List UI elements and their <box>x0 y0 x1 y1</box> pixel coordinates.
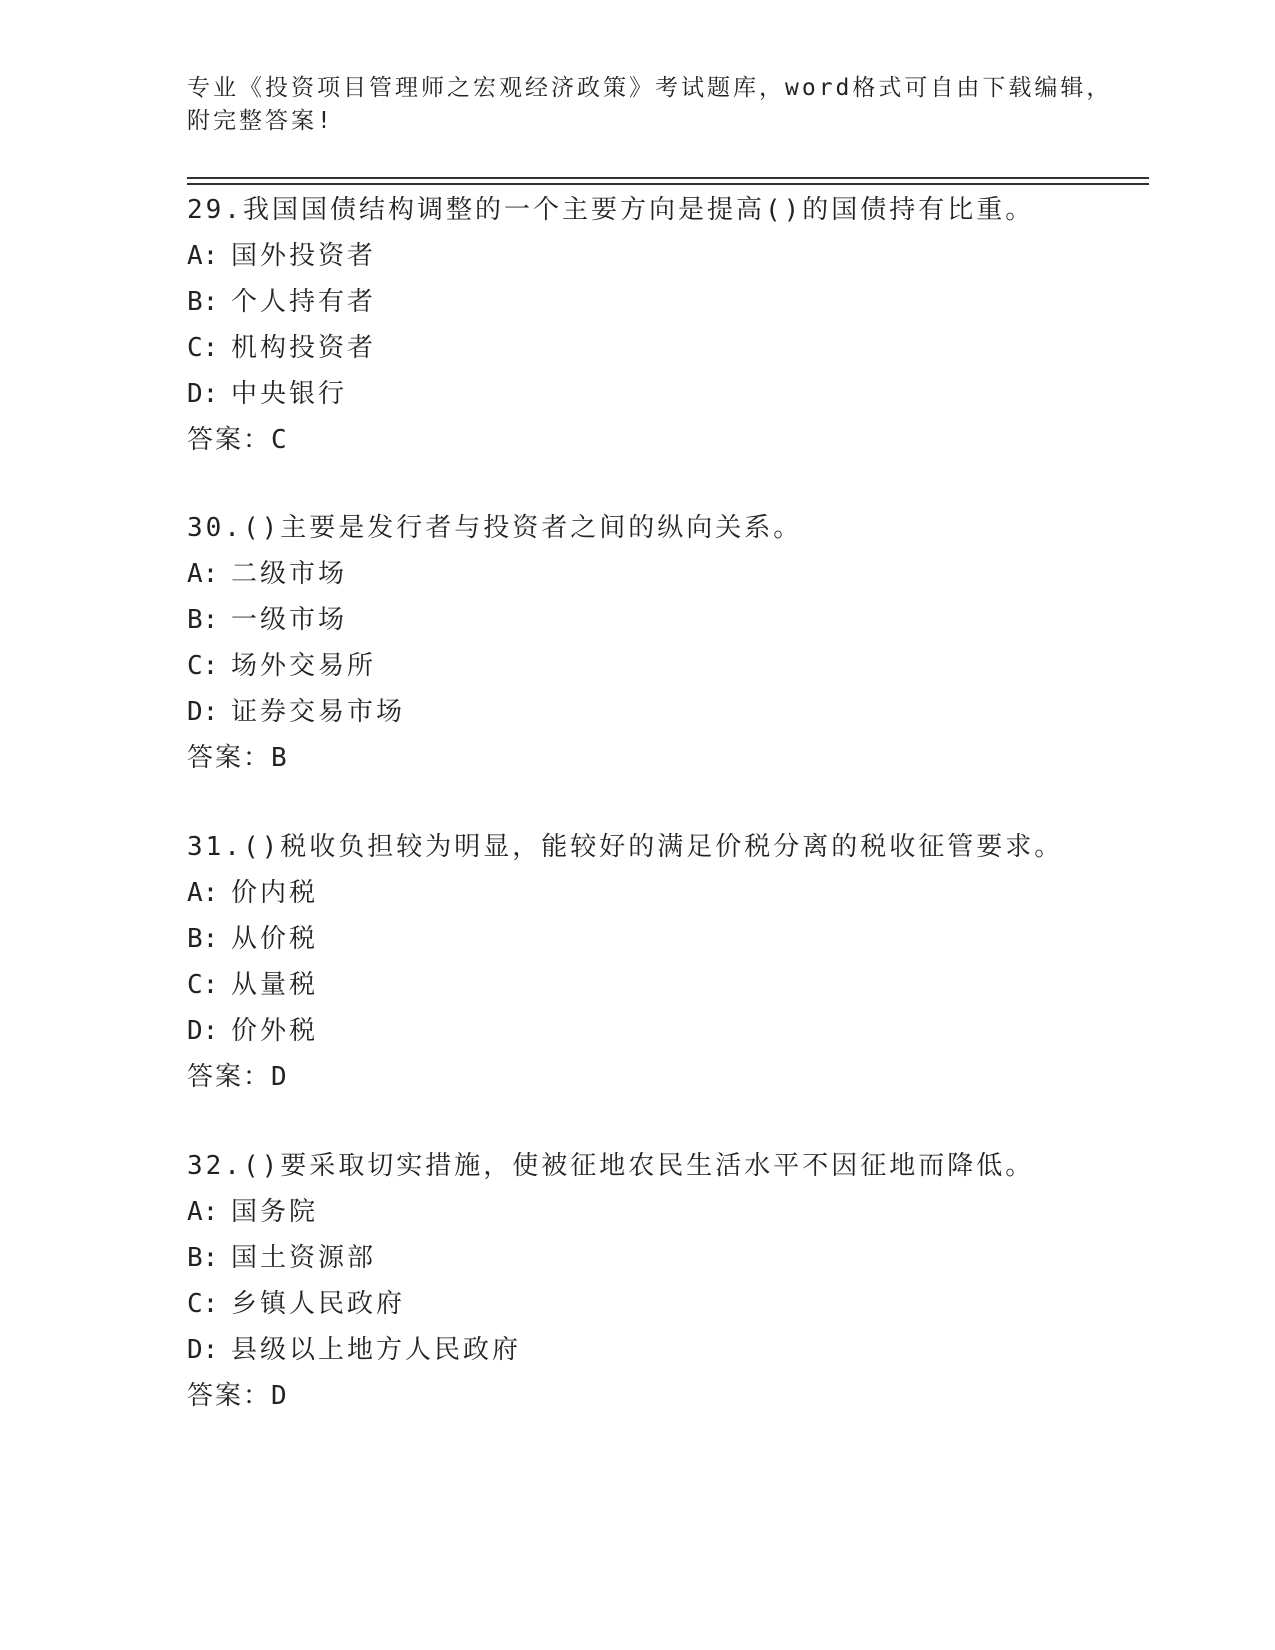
option-text: 价外税 <box>231 1016 319 1046</box>
option-text: 中央银行 <box>231 379 348 409</box>
option-key: C: <box>187 1289 219 1319</box>
option-b <box>187 600 1147 646</box>
option-text: 二级市场 <box>231 559 348 589</box>
question-30 <box>187 508 1147 784</box>
option-a <box>187 873 1147 919</box>
header-line-1: 专业《投资项目管理师之宏观经济政策》考试题库，word格式可自由下载编辑， <box>187 75 1113 101</box>
option-c <box>187 965 1147 1011</box>
header-divider-bottom <box>187 183 1149 185</box>
option-key: A: <box>187 559 219 589</box>
option-text: 场外交易所 <box>231 651 377 681</box>
question-stem: 31.()税收负担较为明显，能较好的满足价税分离的税收征管要求。 <box>187 832 1064 862</box>
option-b <box>187 919 1147 965</box>
option-d <box>187 1330 1147 1376</box>
question-32 <box>187 1146 1147 1422</box>
option-text: 从量税 <box>231 970 319 1000</box>
header-line-2: 附完整答案! <box>187 108 334 134</box>
option-key: D: <box>187 1016 219 1046</box>
option-d <box>187 692 1147 738</box>
answer-line: 答案：D <box>187 1381 289 1411</box>
document-header <box>187 72 1147 138</box>
option-key: D: <box>187 1335 219 1365</box>
option-key: A: <box>187 878 219 908</box>
option-key: B: <box>187 924 219 954</box>
option-b <box>187 1238 1147 1284</box>
option-c <box>187 328 1147 374</box>
option-a <box>187 1192 1147 1238</box>
header-divider-top <box>187 177 1149 179</box>
option-text: 国务院 <box>231 1197 319 1227</box>
option-text: 机构投资者 <box>231 333 377 363</box>
option-key: A: <box>187 1197 219 1227</box>
answer-line: 答案：C <box>187 425 289 455</box>
option-d <box>187 374 1147 420</box>
option-text: 从价税 <box>231 924 319 954</box>
answer-line: 答案：B <box>187 743 289 773</box>
question-29 <box>187 190 1147 466</box>
option-c <box>187 646 1147 692</box>
question-31 <box>187 827 1147 1103</box>
option-b <box>187 282 1147 328</box>
option-text: 国外投资者 <box>231 241 377 271</box>
option-d <box>187 1011 1147 1057</box>
option-key: C: <box>187 970 219 1000</box>
option-key: B: <box>187 1243 219 1273</box>
option-text: 一级市场 <box>231 605 348 635</box>
option-text: 县级以上地方人民政府 <box>231 1335 522 1365</box>
option-key: C: <box>187 651 219 681</box>
option-text: 国土资源部 <box>231 1243 377 1273</box>
question-stem: 32.()要采取切实措施，使被征地农民生活水平不因征地而降低。 <box>187 1151 1035 1181</box>
option-text: 乡镇人民政府 <box>231 1289 406 1319</box>
option-key: A: <box>187 241 219 271</box>
question-stem: 30.()主要是发行者与投资者之间的纵向关系。 <box>187 513 803 543</box>
option-key: B: <box>187 287 219 317</box>
option-key: D: <box>187 379 219 409</box>
option-key: D: <box>187 697 219 727</box>
option-a <box>187 236 1147 282</box>
answer-line: 答案：D <box>187 1062 289 1092</box>
option-key: C: <box>187 333 219 363</box>
question-stem: 29.我国国债结构调整的一个主要方向是提高()的国债持有比重。 <box>187 195 1035 225</box>
option-text: 价内税 <box>231 878 319 908</box>
option-text: 个人持有者 <box>231 287 377 317</box>
option-a <box>187 554 1147 600</box>
option-key: B: <box>187 605 219 635</box>
option-text: 证券交易市场 <box>231 697 406 727</box>
option-c <box>187 1284 1147 1330</box>
